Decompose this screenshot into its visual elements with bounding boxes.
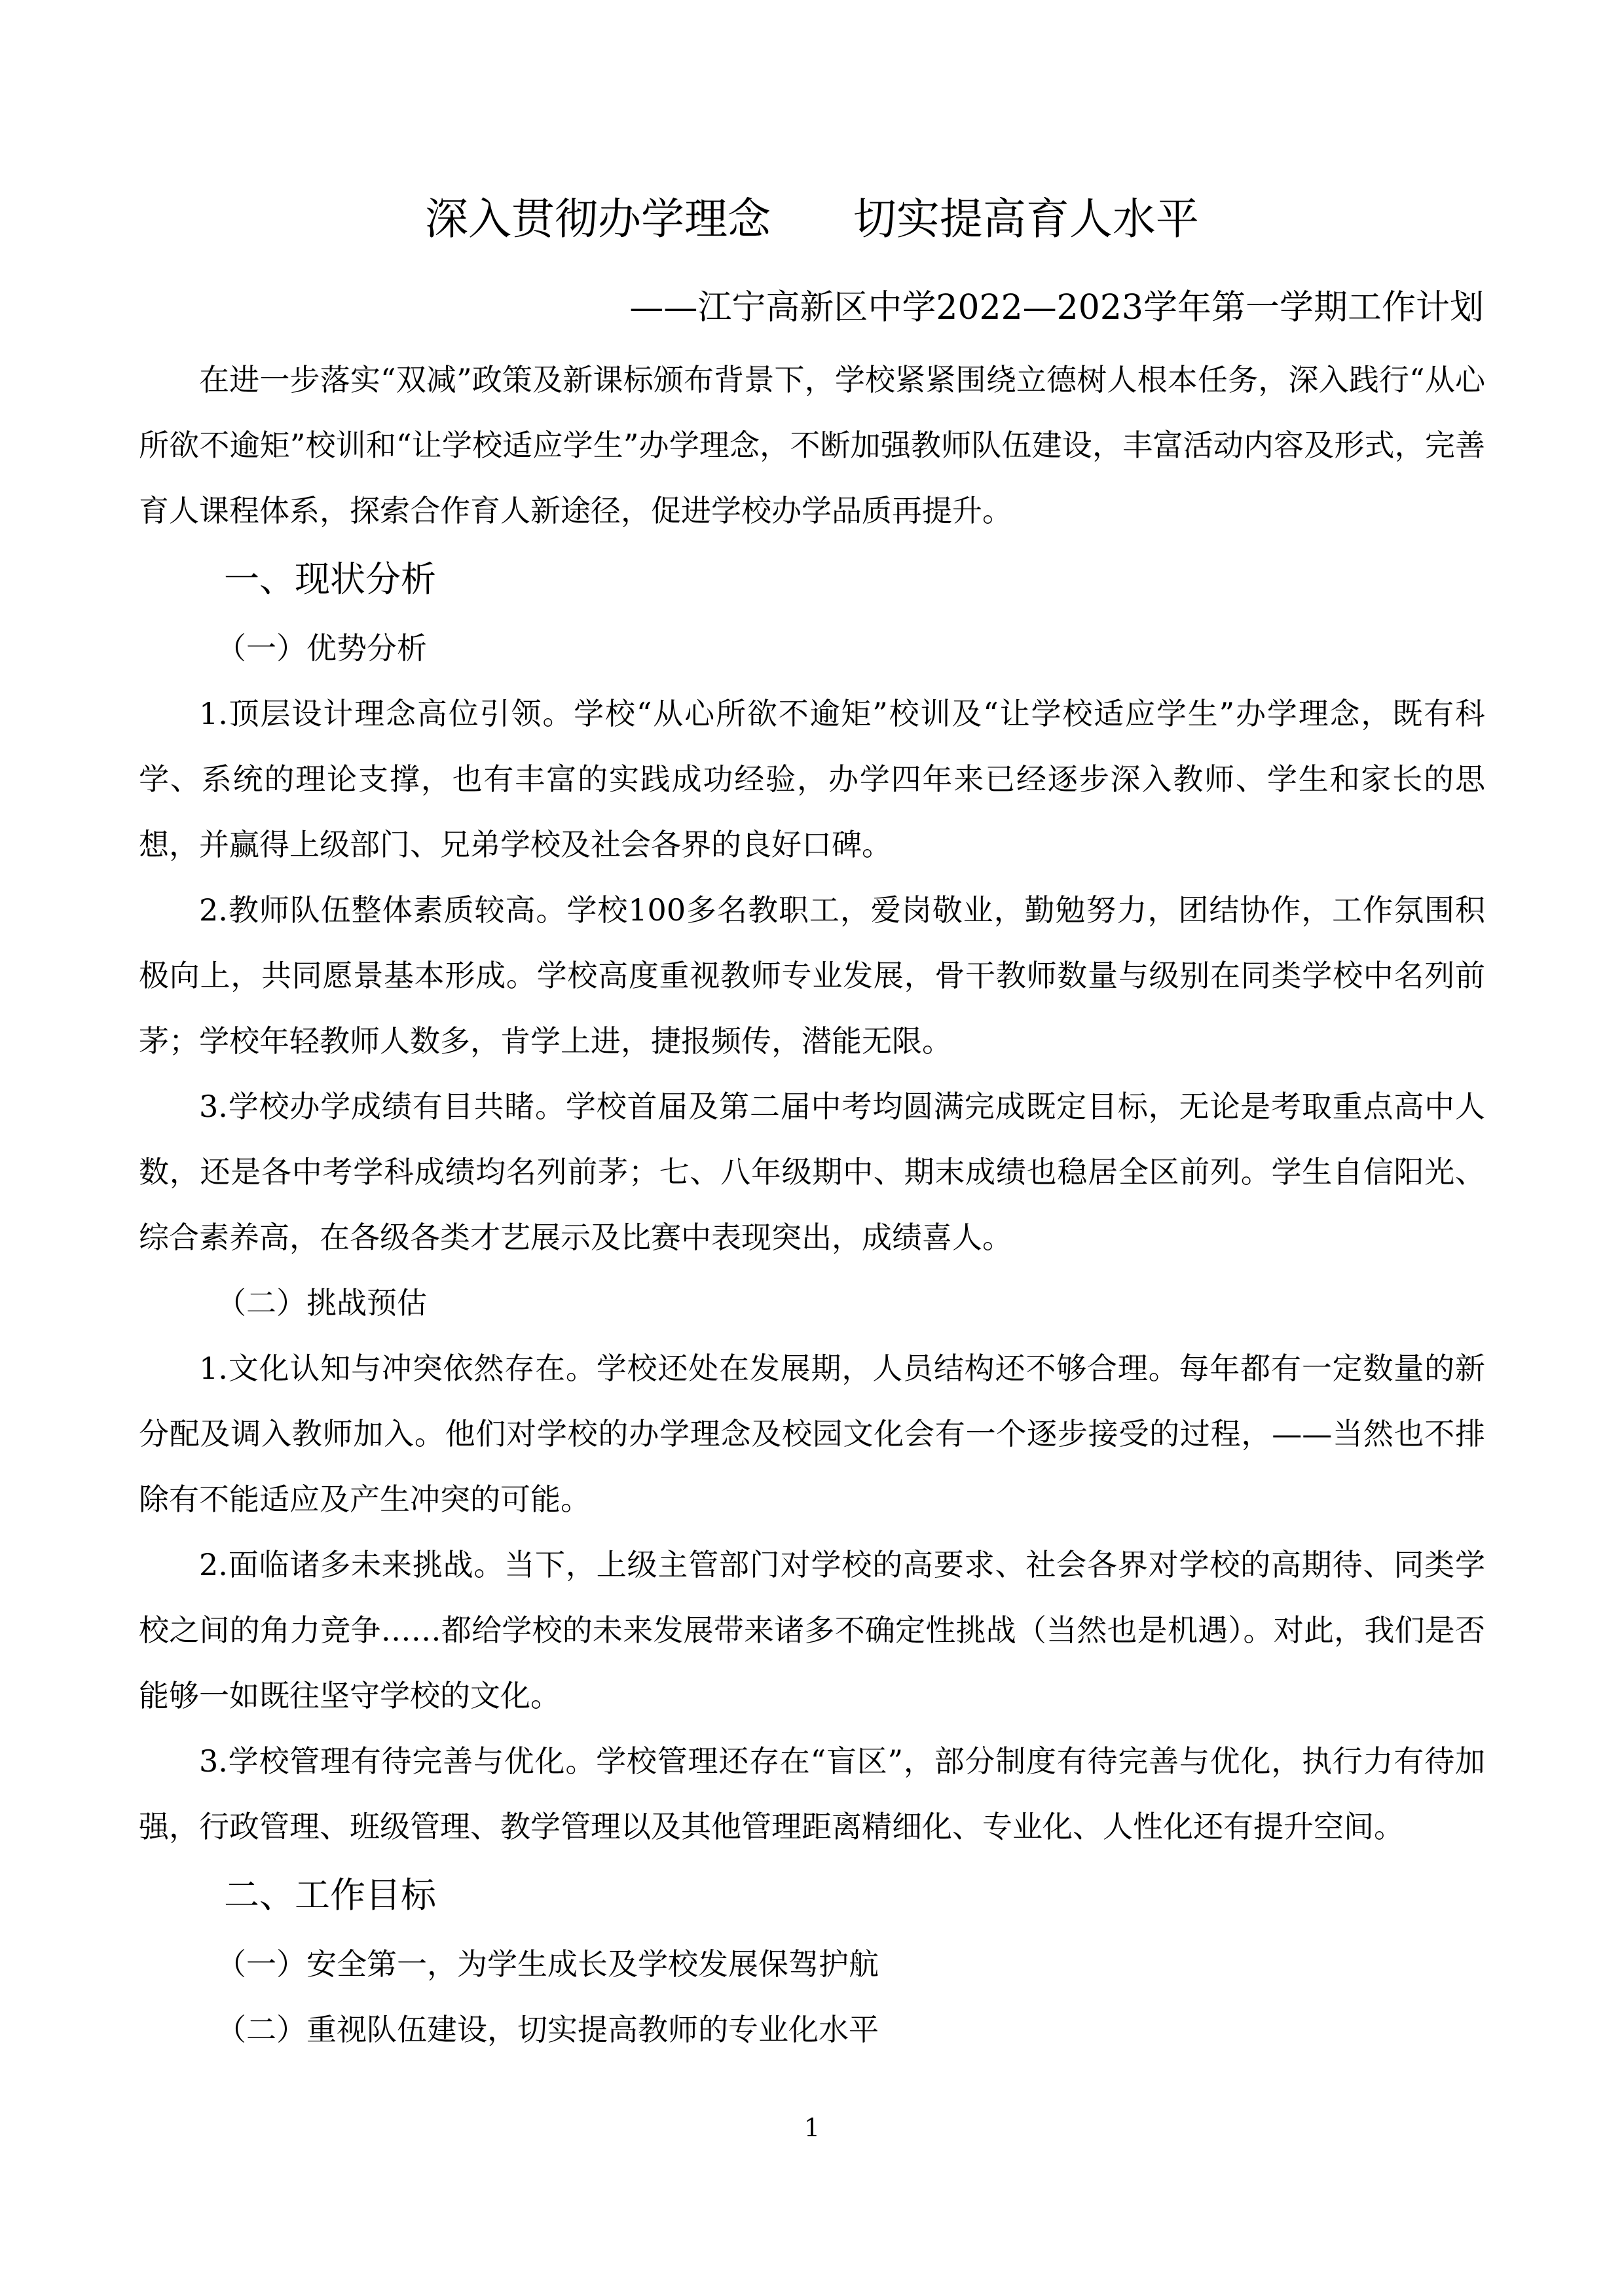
subsection-heading-strengths: （一）优势分析 (216, 630, 427, 666)
page-number: 1 (803, 2113, 821, 2142)
challenge-item-2: 2.面临诸多未来挑战。当下，上级主管部门对学校的高要求、社会各界对学校的高期待、同类学校之间的角力竞争……都给学校的未来发展带来诸多不确定性挑战（当然也是机遇）。对此，我们是否能够一如既往坚守学校的文化。 (139, 1547, 1485, 1713)
subsection-heading-challenges: （二）挑战预估 (216, 1285, 427, 1321)
document-body (139, 347, 1485, 2062)
challenge-item-1: 1.文化认知与冲突依然存在。学校还处在发展期，人员结构还不够合理。每年都有一定数量的新分配及调入教师加入。他们对学校的办学理念及校园文化会有一个逐步接受的过程，——当然也不排除有不能适应及产生冲突的可能。 (139, 1351, 1485, 1517)
section-heading-work-goals: 二、工作目标 (224, 1874, 436, 1916)
goal-item-1: （一）安全第一，为学生成长及学校发展保驾护航 (216, 1946, 879, 1982)
document-title: 深入贯彻办学理念 切实提高育人水平 (425, 194, 1199, 244)
strength-item-2: 2.教师队伍整体素质较高。学校100多名教职工，爱岗敬业，勤勉努力，团结协作，工作氛围积极向上，共同愿景基本形成。学校高度重视教师专业发展，骨干教师数量与级别在同类学校中名列前茅；学校年轻教师人数多，肯学上进，捷报频传，潜能无限。 (139, 892, 1485, 1059)
goal-item-2: （二）重视队伍建设，切实提高教师的专业化水平 (216, 2012, 879, 2047)
section-heading-status-analysis: 一、现状分析 (224, 558, 436, 600)
strength-item-3: 3.学校办学成绩有目共睹。学校首届及第二届中考均圆满完成既定目标，无论是考取重点高中人数，还是各中考学科成绩均名列前茅；七、八年级期中、期末成绩也稳居全区前列。学生自信阳光、综合素养高，在各级各类才艺展示及比赛中表现突出，成绩喜人。 (139, 1089, 1485, 1255)
challenge-item-3: 3.学校管理有待完善与优化。学校管理还存在“盲区”，部分制度有待完善与优化，执行力有待加强，行政管理、班级管理、教学管理以及其他管理距离精细化、专业化、人性化还有提升空间。 (139, 1743, 1485, 1844)
document-subtitle: ——江宁高新区中学2022—2023学年第一学期工作计划 (629, 288, 1484, 327)
strength-item-1: 1.顶层设计理念高位引领。学校“从心所欲不逾矩”校训及“让学校适应学生”办学理念，既有科学、系统的理论支撑，也有丰富的实践成功经验，办学四年来已经逐步深入教师、学生和家长的思想，并赢得上级部门、兄弟学校及社会各界的良好口碑。 (139, 696, 1485, 862)
intro-paragraph: 在进一步落实“双减”政策及新课标颁布背景下，学校紧紧围绕立德树人根本任务，深入践行“从心所欲不逾矩”校训和“让学校适应学生”办学理念，不断加强教师队伍建设，丰富活动内容及形式，完善育人课程体系，探索合作育人新途径，促进学校办学品质再提升。 (139, 362, 1485, 528)
